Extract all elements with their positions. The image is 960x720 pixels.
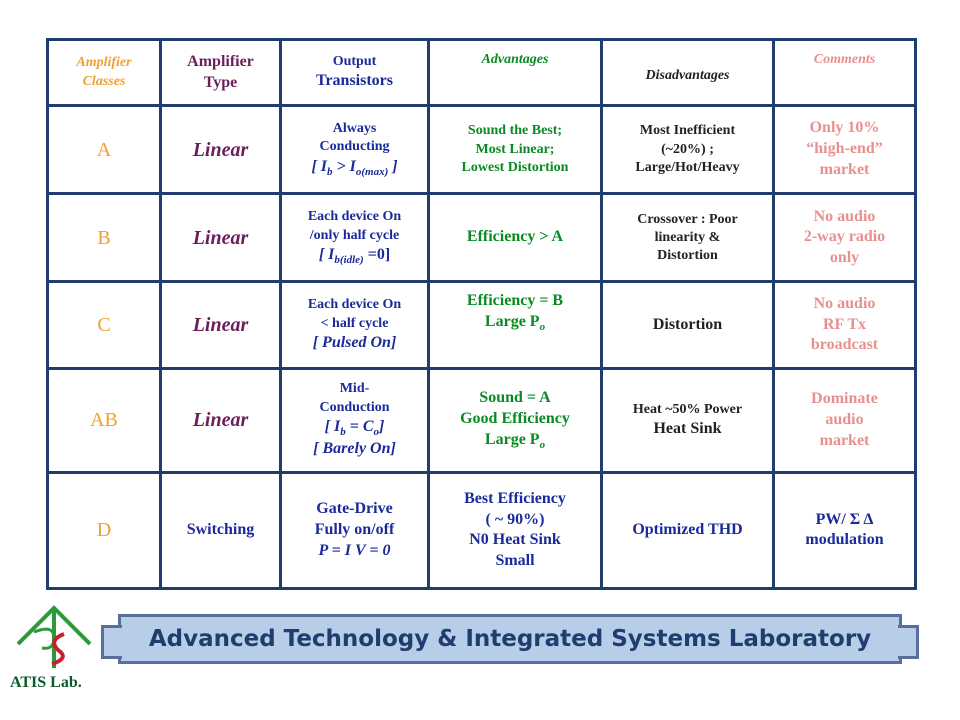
disadvantages-cell: Crossover : Poor linearity & Distortion xyxy=(602,194,774,282)
disadvantages-cell: Most Inefficient (~20%) ; Large/Hot/Heavy xyxy=(602,106,774,194)
comments-cell: Dominate audio market xyxy=(774,368,916,472)
atis-logo-icon xyxy=(12,604,96,670)
table-row xyxy=(48,194,916,282)
comments-cell: Only 10% “high-end” market xyxy=(774,106,916,194)
advantages-cell: Sound = A Good Efficiency Large $P_o$ xyxy=(429,368,602,472)
output-cell: Gate-Drive Fully on/off P = I V = 0 xyxy=(281,472,429,588)
header-advantages: Advantages xyxy=(429,40,602,106)
amplifier-classes-table xyxy=(46,38,917,590)
output-cell: Always Conducting [ $I_b > I_{o(max)}$ ] xyxy=(281,106,429,194)
table-header-row xyxy=(48,40,916,106)
advantages-cell: Sound the Best; Most Linear; Lowest Distortion xyxy=(429,106,602,194)
type-cell: Linear xyxy=(161,106,281,194)
type-cell: Switching xyxy=(161,472,281,588)
class-cell: AB xyxy=(48,368,161,472)
disadvantages-cell: Optimized THD xyxy=(602,472,774,588)
comments-cell: No audio 2-way radio only xyxy=(774,194,916,282)
disadvantages-cell: Distortion xyxy=(602,282,774,368)
class-cell: C xyxy=(48,282,161,368)
header-output: Output Transistors xyxy=(281,40,429,106)
header-disadvantages: Disadvantages xyxy=(602,40,774,106)
table-row xyxy=(48,472,916,588)
advantages-cell: Efficiency = B Large $P_o$ xyxy=(429,282,602,368)
table-row xyxy=(48,282,916,368)
header-type: Amplifier Type xyxy=(161,40,281,106)
header-classes: Amplifier Classes xyxy=(48,40,161,106)
output-cell: Each device On /only half cycle [ $I_{b(idle)} =0$] xyxy=(281,194,429,282)
comments-cell: No audio RF Tx broadcast xyxy=(774,282,916,368)
lab-banner: Advanced Technology & Integrated Systems Laboratory xyxy=(118,614,902,664)
table-row xyxy=(48,368,916,472)
class-cell: B xyxy=(48,194,161,282)
comments-cell: PW/ Σ Δ modulation xyxy=(774,472,916,588)
output-cell: Mid- Conduction [ $I_b = C_o$] [ Barely On] xyxy=(281,368,429,472)
class-cell: D xyxy=(48,472,161,588)
output-cell: Each device On < half cycle [ Pulsed On] xyxy=(281,282,429,368)
advantages-cell: Efficiency > A xyxy=(429,194,602,282)
advantages-cell: Best Efficiency ( ~ 90%) N0 Heat Sink Small xyxy=(429,472,602,588)
header-comments: Comments xyxy=(774,40,916,106)
type-cell: Linear xyxy=(161,368,281,472)
logo-label: ATIS Lab. xyxy=(10,674,82,691)
table-row xyxy=(48,106,916,194)
type-cell: Linear xyxy=(161,282,281,368)
class-cell: A xyxy=(48,106,161,194)
type-cell: Linear xyxy=(161,194,281,282)
disadvantages-cell: Heat ~50% Power Heat Sink xyxy=(602,368,774,472)
